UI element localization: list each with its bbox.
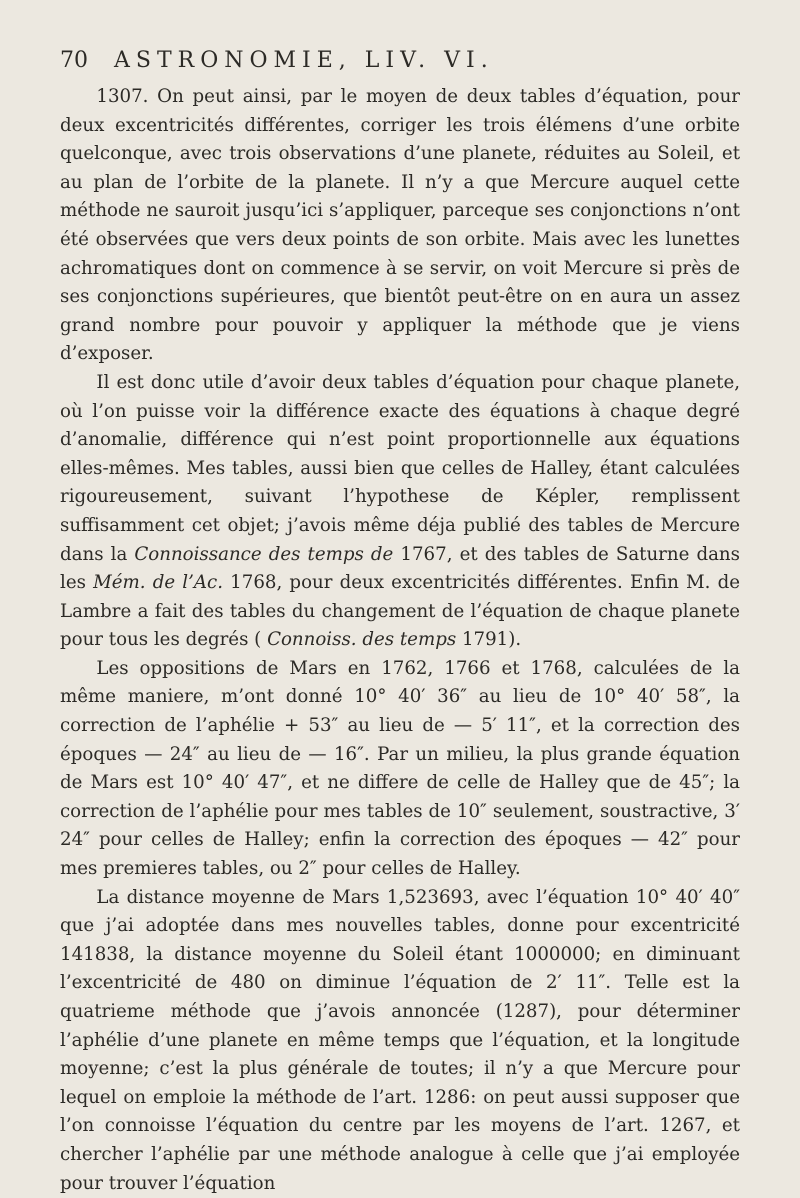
body-text: [60, 83, 740, 1198]
running-header: [60, 48, 740, 73]
paragraph-text: La distance moyenne de Mars 1,523693, avec l’équation 10° 40′ 40″ que j’ai adoptée dans mes nouvelles tables, donne pour excentricité 141838, la distance moyenne du Soleil étant 1000000; en diminuant l’excentricité de 480 on diminue l’équation de 2′ 11″. Telle est la quatrieme méthode que j’avois annoncée (1287), pour déterminer l’aphélie d’une planete en même temps que l’équation, et la longitude moyenne; c’est la plus générale de toutes; il n’y a que Mercure pour lequel on emploie la méthode de l’art. 1286: on peut aussi supposer que l’on connoisse l’équation du centre par les moyens de l’art. 1267, et chercher l’aphélie par une méthode analogue à celle que j’ai employée pour trouver l’équation: [60, 886, 740, 1194]
journal-reference: Connoiss. des temps: [267, 629, 457, 651]
paragraph-text: Il est donc utile d’avoir deux tables d’équation pour chaque planete, où l’on puisse voir la différence exacte des équations à chaque degré d’anomalie, différence qui n’est point proportionnelle aux équations elles-mêmes. Mes tables, aussi bien que celles de Halley, étant calculées rigoureusement, suivant l’hypothese de Képler, remplissent suffisamment cet objet; j’avois même déja publié des tables de Mercure dans la: [60, 371, 740, 565]
paragraph-text: 1767, et des tables de Saturne dans les: [60, 543, 740, 594]
paragraph-mars-oppositions: [60, 655, 740, 884]
paragraph-1307: [60, 83, 740, 369]
paragraph-text: 1791).: [456, 629, 522, 651]
paragraph-text: 1307. On peut ainsi, par le moyen de deux tables d’équation, pour deux excentricités différentes, corriger les trois élémens d’une orbite quelconque, avec trois observations d’une planete, réduites au Soleil, et au plan de l’orbite de la planete. Il n’y a que Mercure auquel cette méthode ne sauroit jusqu’ici s’appliquer, parceque ses conjonctions n’ont été observées que vers deux points de son orbite. Mais avec les lunettes achromatiques dont on commence à se servir, on voit Mercure si près de ses conjonctions supérieures, que bientôt peut-être on en aura un assez grand nombre pour pouvoir y appliquer la méthode que je viens d’exposer.: [60, 86, 740, 365]
paragraph-text: 1768, pour deux excentricités différentes. Enfin M. de Lambre a fait des tables du changement de l’équation de chaque planete pour tous les degrés (: [60, 572, 740, 651]
running-title: ASTRONOMIE, LIV. VI.: [114, 48, 494, 73]
journal-reference: Connoissance des temps de: [134, 543, 394, 565]
journal-reference: Mém. de l’Ac.: [93, 572, 223, 594]
page-number: 70: [60, 48, 88, 73]
paragraph-text: Les oppositions de Mars en 1762, 1766 et 1768, calculées de la même maniere, m’ont donné 10° 40′ 36″ au lieu de 10° 40′ 58″, la correction de l’aphélie + 53″ au lieu de — 5′ 11″, et la correction des époques — 24″ au lieu de — 16″. Par un milieu, la plus grande équation de Mars est 10° 40′ 47″, et ne differe de celle de Halley que de 45″; la correction de l’aphélie pour mes tables de 10″ seulement, soustractive, 3′ 24″ pour celles de Halley; enfin la correction des époques — 42″ pour mes premieres tables, ou 2″ pour celles de Halley.: [60, 657, 740, 880]
paragraph-tables: [60, 369, 740, 655]
paragraph-mean-distance: [60, 884, 740, 1198]
